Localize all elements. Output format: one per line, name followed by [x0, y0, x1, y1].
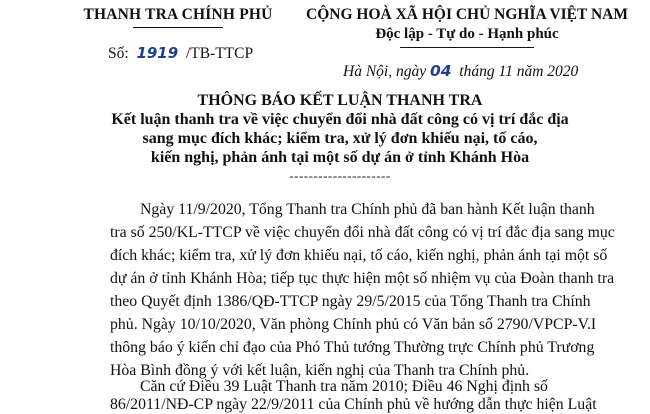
- subtitle-line: Kết luận thanh tra về việc chuyển đổi nhà đất công có vị trí đắc địa: [111, 111, 569, 128]
- body-line: Căn cứ Điều 39 Luật Thanh tra năm 2010; Điều 46 Nghị định số: [140, 378, 548, 395]
- date-suffix: tháng 11 năm 2020: [459, 63, 579, 80]
- date-prefix: Hà Nội, ngày: [343, 63, 427, 80]
- body-line: đích khác; kiểm tra, xử lý đơn khiếu nại, tố cáo, kiến nghị, phản ánh tại một số: [110, 247, 608, 264]
- title-separator: ---------------------: [289, 168, 391, 183]
- body-line: theo Quyết định 1386/QĐ-TTCP ngày 29/5/2015 của Tổng Thanh tra Chính: [110, 293, 591, 310]
- document-number: [108, 44, 253, 63]
- issuing-agency: THANH TRA CHÍNH PHỦ: [83, 6, 273, 23]
- document-number-prefix: Số:: [108, 45, 129, 62]
- subtitle-line: kiến nghị, phản ánh tại một số dự án ở tỉnh Khánh Hòa: [150, 149, 530, 166]
- body-line: Ngày 11/9/2020, Tổng Thanh tra Chính phủ đã ban hành Kết luận thanh: [140, 201, 595, 218]
- document-number-value: 1919: [136, 44, 179, 62]
- body-line: dự án ở tỉnh Khánh Hòa; tiếp tục thực hiện một số nhiệm vụ của Đoàn thanh tra: [110, 270, 615, 287]
- document-title: THÔNG BÁO KẾT LUẬN THANH TRA: [197, 92, 483, 109]
- body-line: Hòa Bình đồng ý với kết luận, kiến nghị của Thanh tra Chính phủ.: [110, 362, 530, 379]
- body-line: 86/2011/NĐ-CP ngày 22/9/2011 của Chính phủ về hướng dẫn thực hiện Luật: [110, 396, 597, 413]
- national-title: CỘNG HOÀ XÃ HỘI CHỦ NGHĨA VIỆT NAM: [306, 6, 628, 23]
- document-date: [343, 62, 578, 81]
- body-line: phủ. Ngày 10/10/2020, Văn phòng Chính phủ có Văn bản số 2790/VPCP-V.I: [110, 316, 597, 333]
- agency-underline: [133, 27, 223, 28]
- document-number-suffix: /TB-TTCP: [185, 45, 254, 62]
- subtitle-line: sang mục đích khác; kiểm tra, xử lý đơn khiếu nại, tố cáo,: [142, 130, 538, 147]
- motto-underline: [400, 47, 534, 48]
- body-line: tra số 250/KL-TTCP về việc chuyển đổi nhà đất công có vị trí đắc địa sang mục: [110, 224, 615, 241]
- date-day: 04: [429, 62, 452, 80]
- national-motto: Độc lập - Tự do - Hạnh phúc: [375, 26, 559, 42]
- body-line: thông báo ý kiến chỉ đạo của Phó Thủ tướng Thường trực Chính phủ Trương: [110, 339, 595, 356]
